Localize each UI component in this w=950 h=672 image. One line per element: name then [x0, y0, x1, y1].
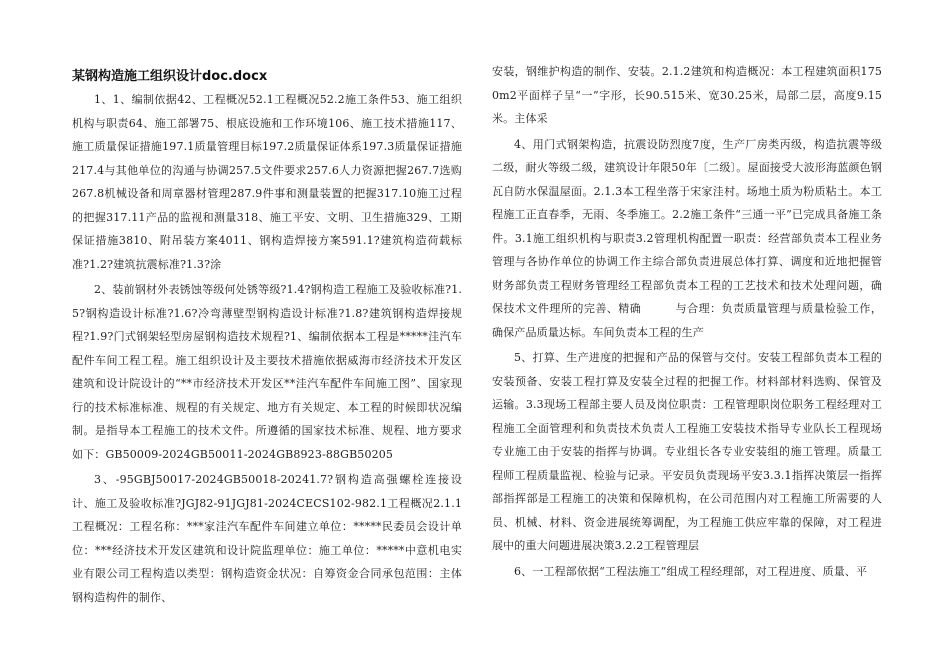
paragraph-2: 2、装前钢材外表锈蚀等级何处锈等级?1.4?钢构造工程施工及验收标准?1.5?钢构造设计标准?1.6?冷弯薄壁型钢构造设计标准?1.8?建筑钢构造焊接规程?1.9?门式钢架轻型房屋钢构造技术规程?1、编制依据本工程是*****洼汽车配件车间工程工程。施工组织设计及主要技术措施依据威海市经济技术开发区建筑和设计院设计的“**市经济技术开发区**洼汽车配件车间施工图”、国家现行的技术标准标准、规程的有关规定、地方有关规定、本工程的时候即状况编制。是指导本工程施工的技术文件。所遵循的国家技术标准、规程、地方要求如下：GB50009-2024GB50011-2024GB8923-88GB50205 [72, 283, 462, 461]
right-column [492, 60, 882, 583]
paragraph-3-continued: 安装，钢维护构造的制作、安装。2.1.2建筑和构造概况：本工程建筑面积1750m2平面样子呈“一”字形，长90.515米、宽30.25米，局部二层，高度9.15米。主体采 [492, 65, 882, 125]
paragraph-4: 4、用门式钢架构造，抗震设防烈度7度，生产厂房类丙级，构造抗震等级二级，耐火等级二级，建筑设计年限50年〔二级〕。屋面接受大波形海蓝颜色钢瓦自防水保温屋面。2.1.3本工程坐落于宋家洼村。场地土质为粉质粘土。本工程施工正直春季，无雨、冬季施工。2.2施工条件“三通一平”已完成具备施工条件。3.1施工组织机构与职责3.2管理机构配置一职责：经营部负责本工程业务管理与各协作单位的协调工作主综合部负责进展总体打算、调度和近地把握管财务部负责工程财务管理经工程部负责本工程的工艺技术和技术处理问题，确保技术文件理所的完善、精确 与合理：负责质量管理与质量检验工作，确保产品质量达标。车间负责本工程的生产 [492, 137, 882, 339]
paragraph-1: 1、1、编制依据42、工程概况52.1工程概况52.2施工条件53、施工组织机构与职责64、施工部署75、根底设施和工作环境106、施工技术措施117、施工质量保证措施197.1质量管理目标197.2质量保证体系197.3质量保证措施217.4与其他单位的沟通与协调257.5文件要求257.6人力资源把握267.7选购267.8机械设备和周章器材管理287.9件事和测量装置的把握317.10施工过程的把握317.11产品的监视和测量318、施工平安、文明、卫生措施329、工期保证措施3810、附吊装方案4011、钢构造焊接方案591.1?建筑构造荷载标准?1.2?建筑抗震标准?1.3?涂 [72, 93, 462, 271]
paragraph-5: 5、打算、生产进度的把握和产品的保管与交付。安装工程部负责本工程的安装预备、安装工程打算及安装全过程的把握工作。材料部材料选购、保管及运输。3.3现场工程部主要人员及岗位职责：工程管理职岗位职务工程经理对工程施工全面管理利和负责技术负责人工程施工安装技术指导专业队长工程现场专业施工由于安装的指挥与协调。专业组长各专业安装组的施工管理。质量工程师工程质量监视、检验与记录。平安员负责现场平安3.3.1指挥决策层一指挥部指挥部是工程施工的决策和保障机构，在公司范围内对工程施工所需要的人员、机械、材料、资金进展统筹调配，为工程施工供应牢靠的保障，对工程进展中的重大问题进展决策3.2.2工程管理层 [492, 351, 882, 552]
paragraph-3: 3、-95GBJ50017-2024GB50018-20241.7?钢构造高强螺栓连接设计、施工及验收标准?JGJ82-91JGJ81-2024CECS102-982.1工程概况2.1.1工程概况：工程名称：***家洼汽车配件车间建立单位：*****民委员会设计单位：***经济技术开发区建筑和设计院监理单位：施工单位：*****中意机电实业有限公司工程构造以类型：钢构造资金状况：自筹资金合同承包范围：主体钢构造构件的制作、 [72, 473, 462, 604]
left-column [72, 60, 462, 609]
document-title: 某钢构造施工组织设计doc.docx [72, 69, 268, 84]
paragraph-6: 6、一工程部依据“工程法施工”组成工程经理部，对工程进度、质量、平 [514, 564, 868, 578]
